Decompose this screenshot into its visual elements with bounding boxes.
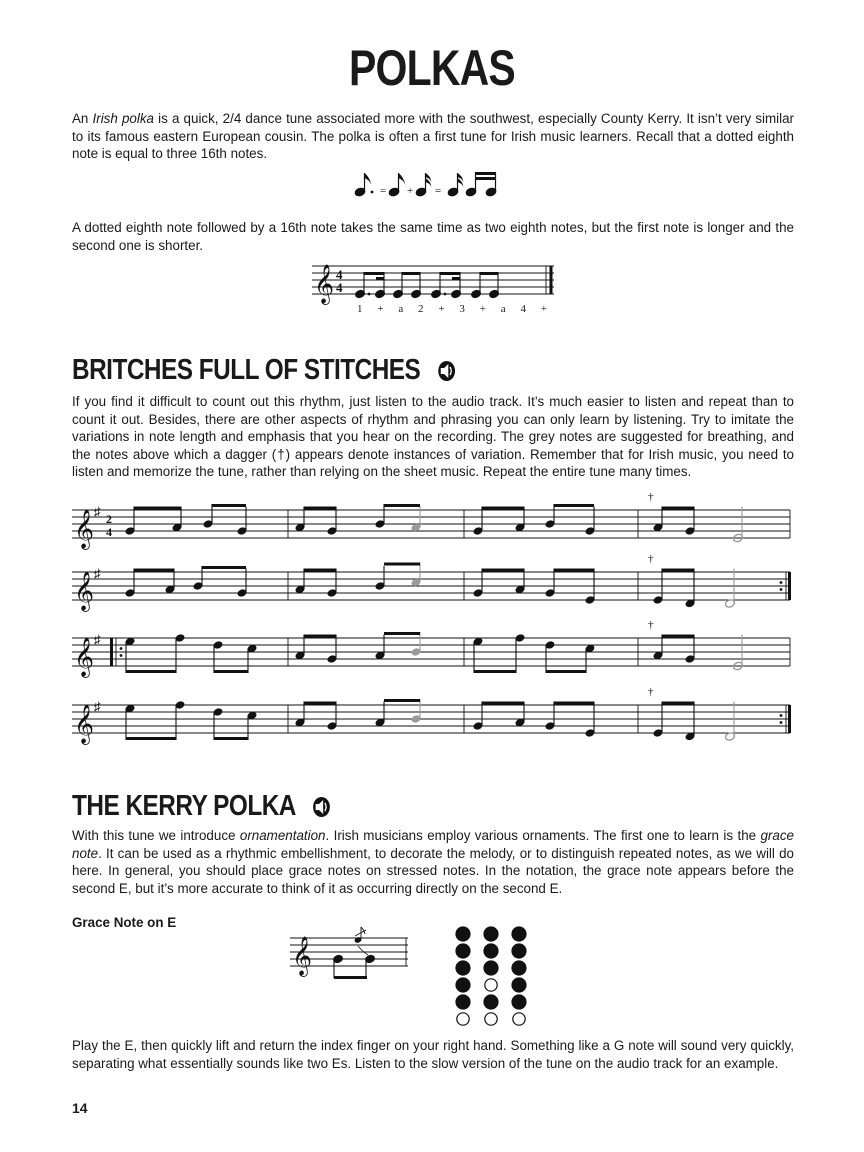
open-hole: [457, 1013, 469, 1025]
svg-text:♯: ♯: [94, 632, 101, 647]
svg-text:𝄞: 𝄞: [74, 511, 95, 548]
closed-hole: [456, 927, 470, 941]
closed-hole: [512, 944, 526, 958]
equals-sign: =: [435, 185, 442, 197]
fingering-chart: [448, 922, 538, 1030]
music-system: [72, 619, 790, 678]
closed-hole: [484, 995, 498, 1009]
britches-sheet-music: [70, 490, 798, 760]
svg-text:2: 2: [106, 512, 112, 526]
svg-text:4: 4: [336, 267, 343, 282]
kerry-heading: THE KERRY POLKA: [72, 789, 331, 823]
kerry-paragraph: With this tune we introduce ornamentation. Irish musicians employ various ornaments. The first one to learn is the grace note. It can be used as a rhythmic embellishment, to decorate the melody, or to distinguish repeated notes, as we will do here. In general, you should place grace notes on stressed notes. In the notation, the grace note appears before the second E, but it’s more accurate to think of it as occurring directly on the second E.: [72, 828, 794, 896]
equals-sign: =: [380, 185, 387, 197]
svg-text:†: †: [648, 686, 654, 698]
britches-heading: BRITCHES FULL OF STITCHES: [72, 353, 457, 387]
svg-text:𝄞: 𝄞: [314, 266, 335, 303]
closed-hole: [456, 944, 470, 958]
page-number: 14: [72, 1100, 88, 1116]
svg-text:†: †: [648, 619, 654, 631]
open-hole: [513, 1013, 525, 1025]
svg-text:♯: ♯: [94, 504, 101, 519]
audio-icon[interactable]: [311, 796, 331, 818]
audio-icon[interactable]: [437, 360, 457, 382]
closed-hole: [484, 944, 498, 958]
svg-text:†: †: [648, 553, 654, 565]
dotted-rhythm-paragraph: A dotted eighth note followed by a 16th note takes the same time as two eighth notes, but the first note is longer and the second one is shorter.: [72, 220, 794, 253]
svg-text:♯: ♯: [94, 699, 101, 714]
closed-hole: [512, 978, 526, 992]
plus-sign: +: [407, 185, 414, 197]
svg-text:𝄞: 𝄞: [292, 938, 313, 975]
intro-paragraph: An Irish polka is a quick, 2/4 dance tune associated more with the southwest, especially County Kerry. It isn’t very similar to its famous eastern European cousin. The polka is often a first tune for Irish music learners. Recall that a dotted eighth note is equal to three 16th notes.: [72, 111, 795, 162]
svg-text:♯: ♯: [94, 566, 101, 581]
music-system: [72, 686, 791, 745]
closed-hole: [456, 978, 470, 992]
closed-hole: [484, 927, 498, 941]
closed-hole: [512, 961, 526, 975]
closed-hole: [484, 961, 498, 975]
svg-text:𝄞: 𝄞: [74, 639, 95, 676]
grace-note-staff: [288, 924, 410, 984]
svg-text:4: 4: [336, 280, 343, 295]
britches-paragraph: If you find it difficult to count out this rhythm, just listen to the audio track. It’s much easier to listen and repeat than to count it out. Besides, there are other aspects of rhythm and phrasing you can only learn by listening. Try to imitate the variations in note length and emphasis that you hear on the recording. The grey notes are suggested for breathing, and the notes above which a dagger (†) appears denote instances of variation. Remember that for Irish music, you need to listen and memorize the tune, rather than relying on the sheet music. Repeat the entire tune many times.: [72, 394, 794, 480]
svg-text:4: 4: [106, 525, 112, 539]
open-hole: [485, 1013, 497, 1025]
rhythm-equation: [350, 168, 510, 202]
svg-text:𝄞: 𝄞: [74, 706, 95, 743]
count-labels: 1 + a 2 + 3 + a 4 +: [357, 303, 547, 315]
outro-paragraph: Play the E, then quickly lift and return the index finger on your right hand. Something like a G note will sound very quickly, separating what essentially sounds like two Es. Listen to the slow version of the tune on the audio track for an example.: [72, 1038, 794, 1071]
music-system: [72, 553, 791, 612]
page-title: POLKAS: [349, 40, 515, 96]
open-hole: [485, 979, 497, 991]
svg-text:†: †: [648, 491, 654, 503]
closed-hole: [512, 995, 526, 1009]
closed-hole: [456, 961, 470, 975]
closed-hole: [512, 927, 526, 941]
svg-text:𝄞: 𝄞: [74, 573, 95, 610]
closed-hole: [456, 995, 470, 1009]
music-system: [72, 491, 790, 550]
grace-note-label: Grace Note on E: [72, 915, 177, 930]
